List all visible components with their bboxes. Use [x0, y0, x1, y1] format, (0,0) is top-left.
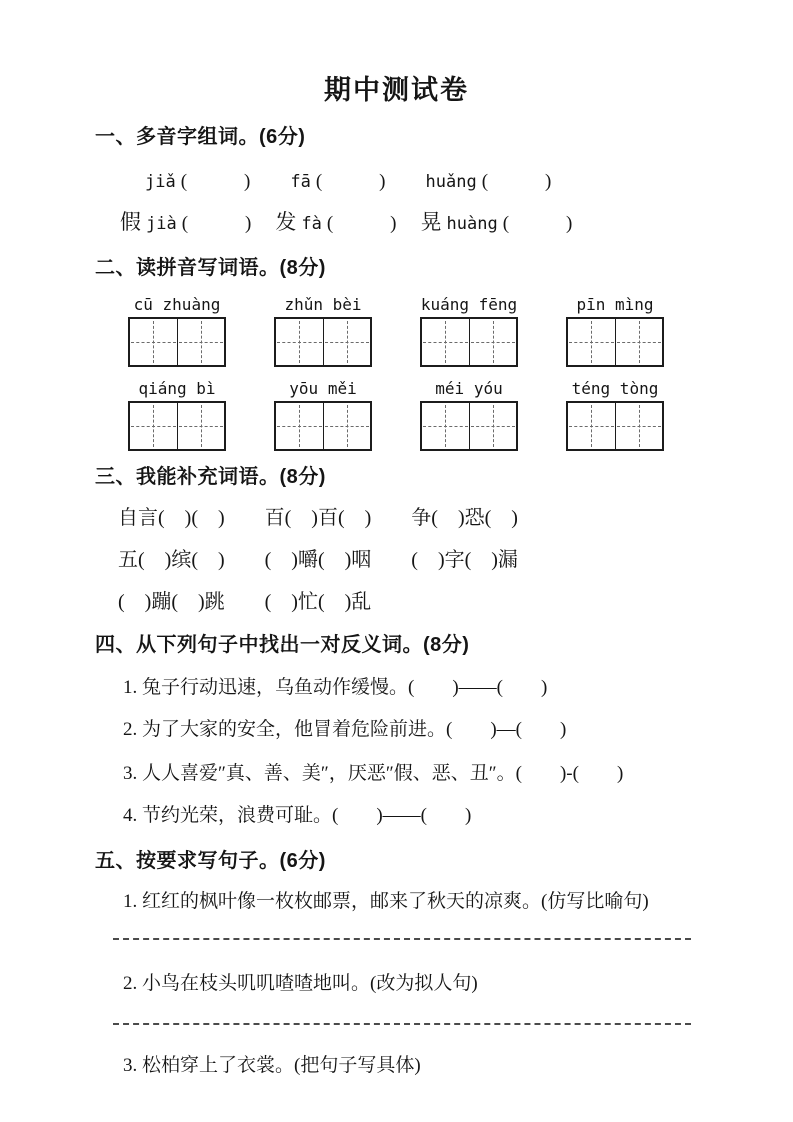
section-5-heading: 五、按要求写句子。(6分) — [95, 850, 326, 872]
section-4-heading: 四、从下列句子中找出一对反义词。(8分) — [95, 634, 470, 656]
section-2-heading: 二、读拼音写词语。(8分) — [95, 257, 326, 279]
pinyin-grid-unit — [128, 379, 226, 451]
grid-cell — [615, 403, 663, 449]
sentence-question: 2. 小鸟在枝头叽叽喳喳地叫。(改为拟人句) — [123, 973, 478, 994]
polyphone-item — [290, 166, 385, 195]
writing-grid — [274, 401, 372, 451]
grid-cell — [422, 319, 469, 365]
grid-cell — [276, 319, 323, 365]
polyphone-item — [145, 166, 250, 195]
writing-grid — [566, 317, 664, 367]
grid-cell — [469, 319, 517, 365]
antonym-question: 2. 为了大家的安全，他冒着危险前进。( )—( ) — [123, 719, 567, 740]
answer-blank: ( ) — [481, 171, 552, 192]
polyphone-item — [421, 208, 573, 237]
word-completion-line: 五( )缤( ) ( )嚼( )咽 ( )字( )漏 — [118, 549, 518, 571]
pinyin-label: kuáng fēng — [420, 295, 518, 314]
hanzi-character: 假 — [120, 210, 141, 234]
section-2-grid-row-1 — [0, 295, 793, 367]
grid-cell — [130, 319, 177, 365]
polyphone-item — [275, 208, 396, 237]
pinyin-label: zhǔn bèi — [284, 295, 362, 314]
section-2-grid-row-2 — [0, 379, 793, 451]
grid-cell — [177, 403, 225, 449]
pinyin-label: huǎng — [425, 172, 477, 192]
grid-cell — [568, 403, 615, 449]
pinyin-grid-unit — [420, 295, 518, 367]
writing-grid — [128, 401, 226, 451]
grid-cell — [323, 403, 371, 449]
antonym-question: 4. 节约光荣，浪费可耻。( )——( ) — [123, 805, 472, 826]
grid-cell — [177, 319, 225, 365]
pinyin-label: fā — [290, 172, 311, 192]
pinyin-label: téng tòng — [571, 379, 659, 398]
pinyin-label: qiáng bì — [138, 379, 216, 398]
answer-blank: ( ) — [315, 171, 386, 192]
pinyin-label: huàng — [446, 214, 498, 234]
pinyin-label: fà — [301, 214, 322, 234]
grid-cell — [469, 403, 517, 449]
word-completion-line: ( )蹦( )跳 ( )忙( )乱 — [118, 591, 372, 613]
polyphone-item — [426, 166, 552, 195]
section-1-row-2 — [0, 208, 793, 237]
page-title: 期中测试卷 — [324, 75, 469, 105]
section-1-row-1 — [0, 166, 793, 195]
pinyin-grid-unit — [274, 295, 372, 367]
pinyin-grid-unit — [420, 379, 518, 451]
grid-cell — [568, 319, 615, 365]
pinyin-grid-unit — [566, 379, 664, 451]
hanzi-character: 发 — [275, 210, 297, 234]
sentence-question: 1. 红红的枫叶像一枚枚邮票，邮来了秋天的凉爽。(仿写比喻句) — [123, 891, 649, 912]
pinyin-grid-unit — [566, 295, 664, 367]
grid-cell — [130, 403, 177, 449]
grid-cell — [323, 319, 371, 365]
answer-blank: ( ) — [180, 171, 251, 192]
pinyin-label: méi yóu — [435, 379, 503, 398]
section-1-heading: 一、多音字组词。(6分) — [95, 126, 306, 148]
grid-cell — [276, 403, 323, 449]
pinyin-grid-unit — [128, 295, 226, 367]
dashed-answer-line — [113, 938, 691, 940]
writing-grid — [566, 401, 664, 451]
pinyin-grid-unit — [274, 379, 372, 451]
section-3-heading: 三、我能补充词语。(8分) — [95, 466, 326, 488]
writing-grid — [128, 317, 226, 367]
word-completion-line: 自言( )( ) 百( )百( ) 争( )恐( ) — [118, 507, 518, 529]
pinyin-label: jià — [146, 214, 177, 234]
answer-blank: ( ) — [502, 213, 573, 234]
hanzi-character: 晃 — [420, 210, 442, 234]
writing-grid — [420, 401, 518, 451]
writing-grid — [420, 317, 518, 367]
grid-cell — [422, 403, 469, 449]
polyphone-item — [120, 208, 251, 237]
dashed-answer-line — [113, 1023, 691, 1025]
grid-cell — [615, 319, 663, 365]
sentence-question: 3. 松柏穿上了衣裳。(把句子写具体) — [123, 1055, 421, 1076]
antonym-question: 3. 人人喜爱″真、善、美″，厌恶″假、恶、丑″。( )-( ) — [123, 763, 624, 784]
pinyin-label: pīn mìng — [576, 295, 654, 314]
antonym-question: 1. 兔子行动迅速，乌鱼动作缓慢。( )——( ) — [123, 677, 548, 698]
pinyin-label: yōu měi — [289, 379, 357, 398]
writing-grid — [274, 317, 372, 367]
answer-blank: ( ) — [326, 213, 397, 234]
pinyin-label: cū zhuàng — [133, 295, 221, 314]
pinyin-label: jiǎ — [145, 172, 176, 192]
answer-blank: ( ) — [181, 213, 252, 234]
